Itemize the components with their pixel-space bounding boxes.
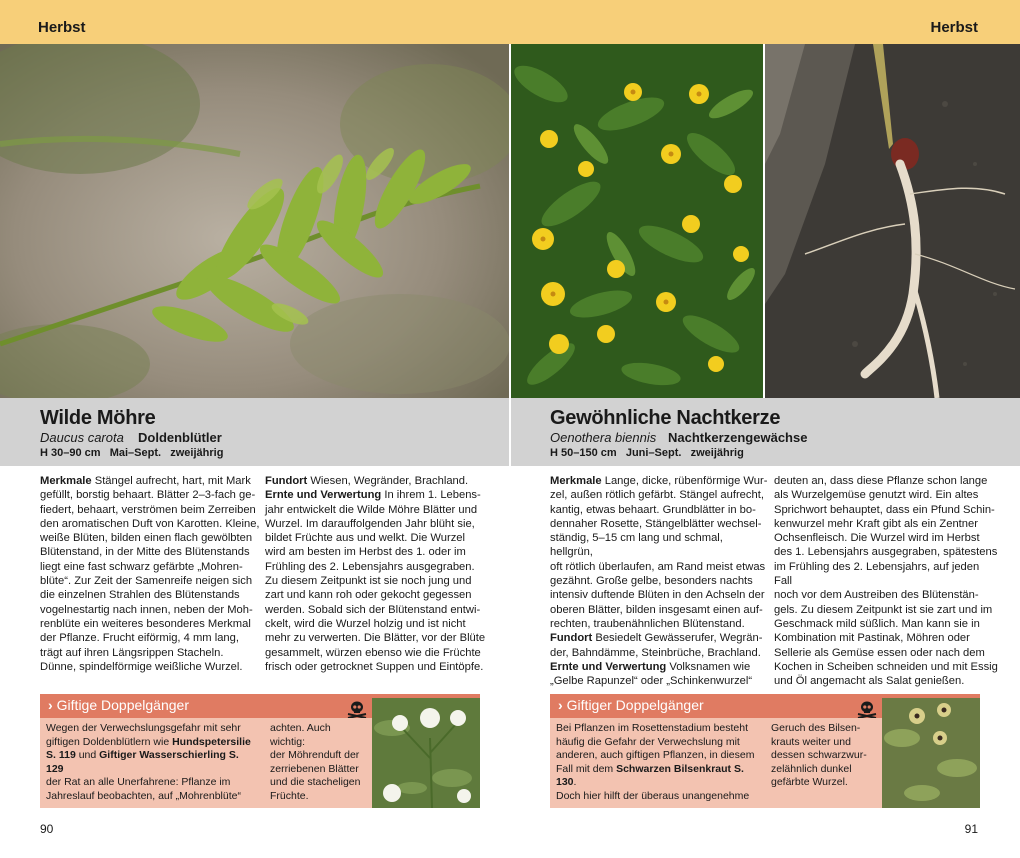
- paragraph-text: intensiv duftende Blüten in den Achseln der: [550, 589, 765, 602]
- text-line: [40, 660, 262, 674]
- text-line: [550, 617, 768, 631]
- text-line: [774, 674, 1000, 688]
- text-line: der Möhrenduft der: [270, 749, 360, 761]
- text-line: [46, 749, 258, 776]
- text-run: Doch hier hilft der überaus unangenehme: [556, 789, 750, 802]
- evening-primrose-flower-photo: [511, 44, 763, 398]
- text-run: Jahreslauf beobachten, auf „Mohrenblüte“: [46, 789, 241, 802]
- paragraph-text: Frühling des 2. Lebensjahrs ausgegraben.: [265, 560, 475, 573]
- text-run: und: [75, 749, 100, 761]
- chevron-right-icon: ›: [558, 697, 563, 713]
- text-line: [556, 763, 759, 790]
- paragraph-text: Zu diesem Zeitpunkt ist sie noch jung und: [265, 575, 472, 588]
- paragraph-text: Kombination mit Pastinak, Möhren oder: [774, 632, 970, 645]
- paragraph-text: zel, außen rötlich gefärbt. Stängel aufrecht,: [550, 489, 764, 502]
- text-line: [265, 646, 490, 660]
- plant-name: Gewöhnliche Nachtkerze: [550, 407, 781, 429]
- paragraph-text: kantig, etwas behaart. Grundblätter in bo-: [550, 503, 756, 516]
- paragraph-text: gesammelt, würzen ebenso wie die Früchte: [265, 646, 481, 659]
- paragraph-text: Lange, dicke, rübenförmige Wur-: [604, 475, 768, 487]
- paragraph-text: oft rötlich überlaufen, am Rand meist etwas: [550, 560, 766, 573]
- species-reference: Schwarzen Bilsenkraut S. 130: [556, 762, 744, 788]
- paragraph-text: Sellerie als Gemüse essen oder nach dem: [774, 646, 985, 659]
- text-line: [774, 646, 1000, 660]
- text-line: [550, 531, 768, 560]
- paragraph-text: Besiedelt Gewässerufer, Wegrän-: [595, 632, 763, 645]
- toxic-lookalike-box: [550, 694, 980, 808]
- paragraph-text: „Gelbe Rapunzel“ oder „Schinkenwurzel“: [550, 675, 753, 688]
- text-line: Geruch des Bilsen-: [771, 722, 861, 734]
- paragraph-label: Ernte und Verwertung: [265, 489, 382, 502]
- paragraph-text: renblüte ein weiteres besonderes Merkmal: [40, 617, 251, 630]
- text-line: [265, 603, 490, 617]
- text-line: [40, 588, 262, 602]
- text-line: [40, 488, 262, 502]
- text-line: zerriebenen Blätter: [270, 762, 359, 775]
- text-line: [265, 531, 490, 545]
- paragraph-text: ständig, 5–15 cm lang und schmal, hellgrün,: [550, 532, 723, 559]
- latin-name: Daucus carota: [40, 430, 124, 445]
- paragraph-text: frisch oder getrocknet Suppen und Eintöpfe.: [265, 660, 484, 673]
- skull-icon: [855, 699, 879, 719]
- plant-family: Nachtkerzengewächse: [668, 430, 808, 445]
- text-line: [265, 588, 490, 602]
- text-line: [774, 531, 1000, 545]
- text-line: [265, 617, 490, 631]
- text-line: [550, 674, 768, 688]
- text-line: [40, 503, 262, 517]
- paragraph-text: fiedert, behaart, verströmen beim Zerreiben: [40, 503, 256, 516]
- description-column-left: [550, 474, 768, 688]
- paragraph-text: noch vor dem Austreiben des Blütenstän-: [774, 589, 979, 602]
- text-line: [774, 545, 1000, 559]
- text-line: [774, 617, 1000, 631]
- paragraph-text: gezähnt. Große gelbe, besonders nachts: [550, 575, 753, 588]
- text-line: [46, 722, 258, 736]
- text-line: [40, 646, 262, 660]
- plant-facts: H 50–150 cm Juni–Sept. zweijährig: [550, 447, 744, 459]
- text-line: [774, 560, 1000, 589]
- paragraph-text: gefüllt, borstig behaart. Blätter 2–3-fach ge-: [40, 489, 256, 502]
- text-line: [40, 631, 262, 645]
- toxic-lookalike-title: [558, 697, 704, 713]
- species-reference: S. 119: [46, 749, 76, 761]
- text-line: [40, 574, 262, 588]
- text-line: [550, 588, 768, 602]
- text-line: [550, 517, 768, 531]
- text-line: [46, 776, 258, 790]
- paragraph-text: Stängel aufrecht, hart, mit Mark: [94, 475, 251, 487]
- paragraph-text: werden. Sobald sich der Blütenstand entwi-: [265, 603, 481, 616]
- text-line: [556, 722, 759, 736]
- text-line: [550, 503, 768, 517]
- paragraph-text: kenwurzel mehr Kraft gibt als ein Zentner: [774, 517, 978, 530]
- page-number-right: 91: [964, 822, 978, 836]
- section-title-right: Herbst: [930, 19, 978, 36]
- text-line: [550, 560, 768, 574]
- paragraph-text: deuten an, dass diese Pflanze schon lange: [774, 475, 988, 487]
- paragraph-label: Merkmale: [550, 475, 602, 487]
- text-line: [774, 660, 1000, 674]
- paragraph-label: Fundort: [550, 632, 593, 645]
- paragraph-text: dennaher Rosette, Stängelblätter wechsel-: [550, 517, 762, 530]
- text-line: [40, 560, 262, 574]
- section-header-bar: [0, 0, 1020, 44]
- wild-carrot-leaf-photo: [0, 44, 509, 398]
- description-column-right: [774, 474, 1000, 688]
- description-column-left: [40, 474, 262, 674]
- paragraph-label: Fundort: [265, 475, 308, 487]
- paragraph-text: des 1. Lebensjahrs ausgegraben, spätestens: [774, 546, 998, 559]
- paragraph-text: liegt eine fast schwarz gefärbte „Mohren-: [40, 560, 243, 573]
- paragraph-text: bildet Früchte aus und welkt. Die Wurzel: [265, 532, 466, 545]
- text-line: [550, 603, 768, 617]
- paragraph-text: Volksnamen wie: [669, 660, 751, 673]
- page-number-left: 90: [40, 822, 54, 836]
- species-reference: Giftiger Wasserschierling S. 129: [46, 749, 239, 775]
- toxic-lookalike-box: [40, 694, 480, 808]
- paragraph-label: Merkmale: [40, 475, 92, 487]
- text-line: achten. Auch wichtig:: [270, 722, 331, 748]
- toxic-lookalike-text-continued: [765, 718, 882, 808]
- text-line: [550, 631, 768, 645]
- plant-facts: H 30–90 cm Mai–Sept. zweijährig: [40, 447, 224, 459]
- text-line: [550, 474, 768, 488]
- text-line: [774, 588, 1000, 602]
- chevron-right-icon: ›: [48, 697, 53, 713]
- text-line: dessen schwarzwur-: [771, 749, 867, 761]
- evening-primrose-root-photo: [765, 44, 1020, 398]
- paragraph-text: zart und kann roh oder gekocht gegessen: [265, 589, 472, 602]
- toxic-lookalike-text: [40, 718, 264, 808]
- skull-icon: [345, 699, 369, 719]
- paragraph-text: Ochsenfleisch. Die Wurzel wird im Herbst: [774, 532, 980, 545]
- text-line: [265, 660, 490, 674]
- paragraph-text: In ihrem 1. Lebens-: [384, 489, 481, 502]
- text-line: [265, 517, 490, 531]
- text-line: [46, 790, 258, 804]
- paragraph-text: und Öl angemacht als Salat genießen.: [774, 675, 965, 688]
- paragraph-text: Dünne, spindelförmige weißliche Wurzel.: [40, 660, 243, 673]
- text-run: Bei Pflanzen im Rosettenstadium besteht: [556, 722, 749, 734]
- paragraph-text: der Pflanze. Frucht eiförmig, 4 mm lang,: [40, 632, 239, 645]
- poison-hemlock-photo: [372, 698, 480, 808]
- text-line: [40, 517, 262, 531]
- paragraph-text: im Frühling des 2. Lebensjahrs, auf jeden Fall: [774, 560, 980, 588]
- species-reference: Hundspetersilie: [172, 735, 251, 748]
- text-line: [774, 517, 1000, 531]
- paragraph-text: oberen Blätter, bilden insgesamt einen auf-: [550, 603, 763, 616]
- paragraph-text: Blütenstand, in der Mitte des Blütenstands: [40, 546, 250, 559]
- paragraph-text: jahr entwickelt die Wilde Möhre Blätter und: [265, 503, 478, 516]
- text-line: [774, 503, 1000, 517]
- henbane-photo: [882, 698, 980, 808]
- text-run: Wegen der Verwechslungsgefahr mit sehr: [46, 722, 241, 734]
- paragraph-label: Ernte und Verwertung: [550, 660, 667, 673]
- text-line: zelähnlich dunkel: [771, 762, 852, 775]
- text-line: krauts weiter und: [771, 735, 851, 748]
- text-line: [774, 603, 1000, 617]
- paragraph-text: Geschmack mild süßlich. Man kann sie in: [774, 617, 980, 630]
- text-run: .: [573, 776, 577, 788]
- paragraph-text: Wurzel. Im darauffolgenden Jahr blüht sie,: [265, 517, 475, 530]
- section-title-left: Herbst: [38, 19, 86, 36]
- latin-name: Oenothera biennis: [550, 430, 657, 445]
- toxic-lookalike-text: [550, 718, 765, 808]
- toxic-lookalike-title: [48, 697, 189, 713]
- paragraph-text: gels. Zu diesem Zeitpunkt ist sie zart und im: [774, 603, 993, 616]
- text-run: häufig die Gefahr der Verwechslung mit: [556, 735, 740, 748]
- paragraph-text: Sprichwort behauptet, dass ein Pfund Schin-: [774, 503, 995, 516]
- paragraph-text: wird am besten im Herbst des 1. oder im: [265, 546, 466, 559]
- text-line: [556, 736, 759, 750]
- text-line: [265, 560, 490, 574]
- paragraph-text: Wiesen, Wegränder, Brachland.: [310, 475, 469, 487]
- text-line: [774, 474, 1000, 488]
- description-column-right: [265, 474, 490, 674]
- plant-name: Wilde Möhre: [40, 407, 156, 429]
- text-line: [774, 631, 1000, 645]
- text-line: [265, 474, 490, 488]
- text-line: gefärbte Wurzel.: [771, 776, 848, 788]
- text-line: [550, 488, 768, 502]
- toxic-lookalike-text-continued: [264, 718, 372, 808]
- text-line: [550, 646, 768, 660]
- paragraph-text: rechten, traubenähnlichen Blütenstand.: [550, 617, 745, 630]
- paragraph-text: als Wurzelgemüse genutzt wird. Ein altes: [774, 489, 979, 502]
- text-line: [556, 790, 759, 804]
- text-line: [265, 545, 490, 559]
- paragraph-text: trägt auf ihren Längsrippen Stacheln.: [40, 646, 224, 659]
- text-line: [265, 574, 490, 588]
- text-line: [265, 631, 490, 645]
- paragraph-text: blüte“. Zur Zeit der Samenreife neigen sich: [40, 575, 253, 588]
- plant-family: Doldenblütler: [138, 430, 222, 445]
- text-line: [40, 531, 262, 545]
- toxic-lookalike-title-text: Giftige Doppelgänger: [56, 697, 189, 713]
- text-run: giftigen Doldenblütlern wie: [46, 735, 173, 748]
- text-line: [556, 749, 759, 763]
- text-run: der Rat an alle Unerfahrene: Pflanze im: [46, 776, 231, 788]
- text-line: und die stacheligen: [270, 776, 361, 788]
- text-line: [774, 488, 1000, 502]
- text-run: Fall mit dem: [556, 762, 617, 775]
- title-band-left: [0, 398, 509, 466]
- text-line: [40, 603, 262, 617]
- paragraph-text: vogelnestartig nach innen, neben der Moh-: [40, 603, 253, 616]
- paragraph-text: weiße Blüten, bilden einen flach gewölbten: [40, 532, 253, 545]
- paragraph-text: den aromatischen Duft von Karotten. Kleine,: [40, 517, 260, 530]
- paragraph-text: die einzelnen Strahlen des Blütenstands: [40, 589, 240, 602]
- toxic-lookalike-title-text: Giftiger Doppelgänger: [566, 697, 704, 713]
- text-line: [40, 474, 262, 488]
- text-run: anderen, auch giftigen Pflanzen, in diesem: [556, 749, 755, 761]
- text-line: [265, 503, 490, 517]
- text-line: [46, 736, 258, 750]
- text-line: [40, 617, 262, 631]
- paragraph-text: der, Bahndämme, Steinbrüche, Brachland.: [550, 646, 761, 659]
- text-line: Früchte.: [270, 789, 309, 802]
- paragraph-text: mehr zu verwerten. Die Blätter, vor der Blüte: [265, 632, 486, 645]
- paragraph-text: Kochen in Scheiben schneiden und mit Essig: [774, 660, 998, 673]
- text-line: [550, 660, 768, 674]
- title-band-right: [511, 398, 1020, 466]
- text-line: [550, 574, 768, 588]
- text-line: [265, 488, 490, 502]
- text-line: [40, 545, 262, 559]
- paragraph-text: ckelt, wird die Wurzel holzig und ist nicht: [265, 617, 466, 630]
